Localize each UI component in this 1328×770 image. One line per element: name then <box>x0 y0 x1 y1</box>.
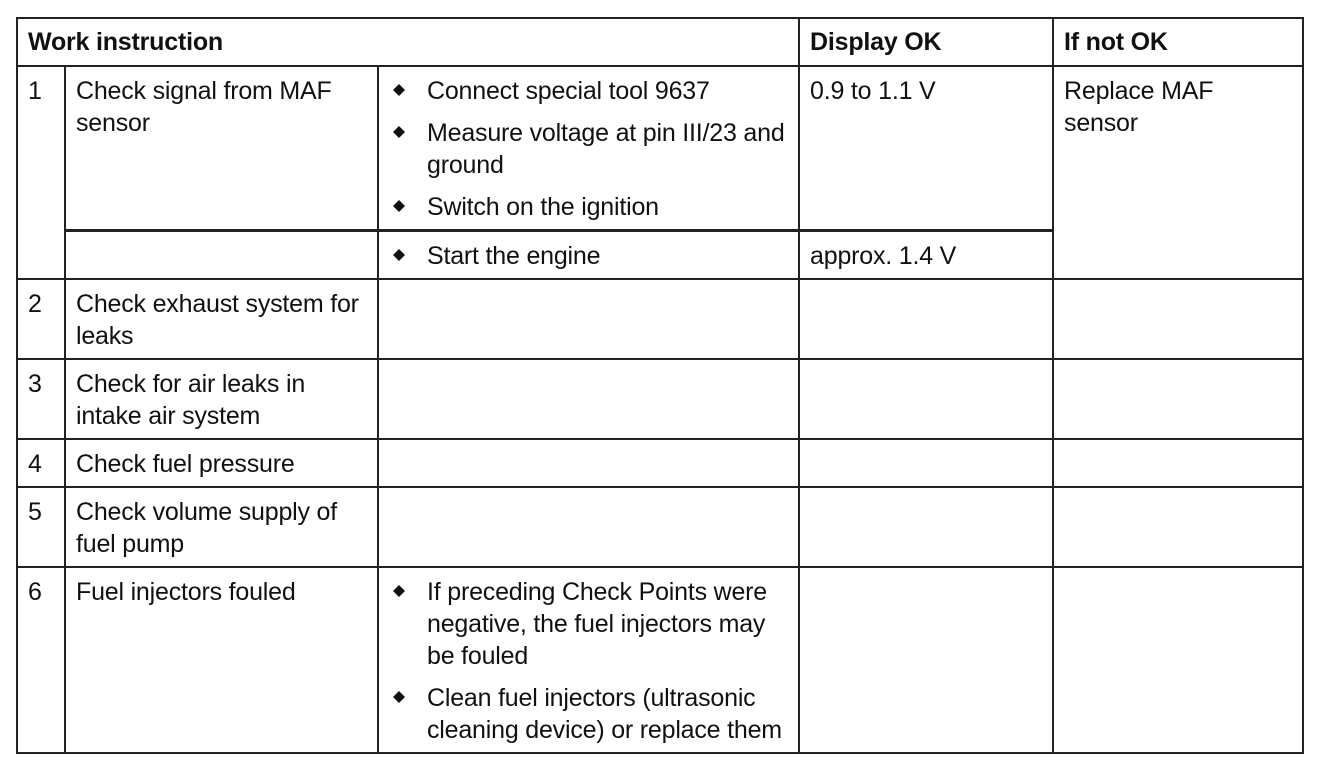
table-row <box>17 279 1303 359</box>
task-cell: Fuel injectors fouled <box>65 567 378 753</box>
step-text: Clean fuel injectors (ultrasonic cleaning device) or replace them <box>427 684 782 744</box>
steps-cell <box>378 487 799 567</box>
task-cell: Check exhaust system for leaks <box>65 279 378 359</box>
table-row <box>17 359 1303 439</box>
row-number: 1 <box>17 66 65 279</box>
table-row <box>17 66 1303 231</box>
header-row <box>17 18 1303 66</box>
row-number: 3 <box>17 359 65 439</box>
table-row <box>17 567 1303 753</box>
steps-list <box>389 240 788 272</box>
steps-cell <box>378 439 799 487</box>
step-text: Switch on the ignition <box>427 193 659 221</box>
display-ok-cell <box>799 487 1053 567</box>
header-if-not-ok: If not OK <box>1053 18 1303 66</box>
list-item <box>389 240 788 272</box>
diamond-bullet-icon <box>393 691 405 703</box>
list-item <box>389 576 788 672</box>
diamond-bullet-icon <box>393 200 405 212</box>
row-number: 2 <box>17 279 65 359</box>
if-not-ok-cell <box>1053 279 1303 359</box>
step-text: If preceding Check Points were negative, the fuel injectors may be fouled <box>427 578 768 670</box>
if-not-ok-cell <box>1053 359 1303 439</box>
task-cell: Check signal from MAF sensor <box>65 66 378 231</box>
diamond-bullet-icon <box>393 585 405 597</box>
step-text: Connect special tool 9637 <box>427 77 710 105</box>
steps-cell <box>378 279 799 359</box>
if-not-ok-cell <box>1053 567 1303 753</box>
steps-cell <box>378 231 799 280</box>
display-ok-cell <box>799 279 1053 359</box>
if-not-ok-cell <box>1053 487 1303 567</box>
diamond-bullet-icon <box>393 249 405 261</box>
if-not-ok-cell <box>1053 439 1303 487</box>
work-instruction-table <box>16 17 1304 754</box>
display-ok-cell <box>799 439 1053 487</box>
task-cell: Check volume supply of fuel pump <box>65 487 378 567</box>
steps-list <box>389 576 788 746</box>
step-text: Measure voltage at pin III/23 and ground <box>427 119 785 179</box>
list-item <box>389 75 788 107</box>
list-item <box>389 117 788 181</box>
row-number: 4 <box>17 439 65 487</box>
if-not-ok-cell: Replace MAF sensor <box>1053 66 1303 279</box>
display-ok-cell <box>799 359 1053 439</box>
table-row <box>17 439 1303 487</box>
header-display-ok: Display OK <box>799 18 1053 66</box>
row-number: 6 <box>17 567 65 753</box>
diamond-bullet-icon <box>393 126 405 138</box>
steps-list <box>389 75 788 223</box>
display-ok-cell: approx. 1.4 V <box>799 231 1053 280</box>
diamond-bullet-icon <box>393 84 405 96</box>
task-cell: Check fuel pressure <box>65 439 378 487</box>
row-number: 5 <box>17 487 65 567</box>
display-ok-cell: 0.9 to 1.1 V <box>799 66 1053 231</box>
table-row <box>17 487 1303 567</box>
list-item <box>389 191 788 223</box>
steps-cell <box>378 567 799 753</box>
display-ok-cell <box>799 567 1053 753</box>
task-cell-empty <box>65 231 378 280</box>
task-cell: Check for air leaks in intake air system <box>65 359 378 439</box>
list-item <box>389 682 788 746</box>
step-text: Start the engine <box>427 242 601 270</box>
steps-cell <box>378 359 799 439</box>
header-work-instruction: Work instruction <box>17 18 799 66</box>
steps-cell <box>378 66 799 231</box>
